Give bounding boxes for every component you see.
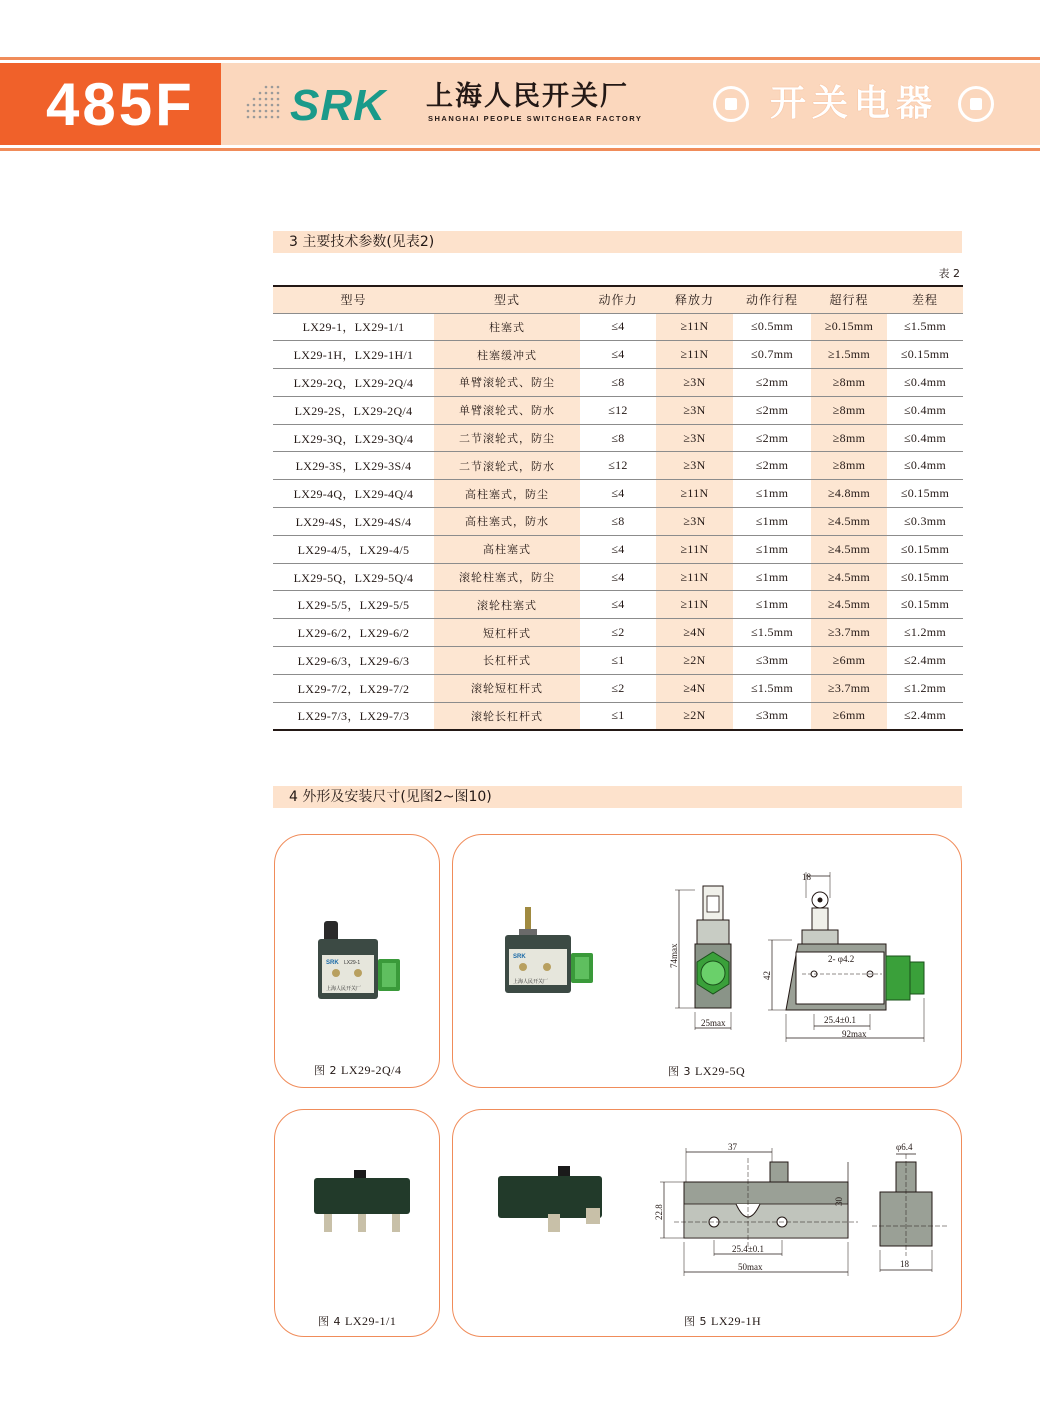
table-cell: ≥4.5mm — [811, 508, 887, 536]
target-right-icon — [958, 86, 994, 122]
table-cell: ≥4.5mm — [811, 591, 887, 619]
fig3-top-width-dim: 18 — [802, 872, 811, 882]
table-row — [273, 452, 963, 480]
table-row — [273, 508, 963, 536]
table-cell: ≤0.5mm — [733, 313, 811, 341]
figure2-caption — [314, 1063, 402, 1078]
table-cell: ≤1.5mm — [887, 313, 963, 341]
col-differential: 差程 — [887, 286, 963, 313]
table-cell: 滚轮柱塞式，防尘 — [434, 563, 580, 591]
table-cell: 滚轮柱塞式 — [434, 591, 580, 619]
table-cell: ≤8 — [580, 369, 656, 397]
table-cell: LX29-4/5，LX29-4/5 — [273, 535, 434, 563]
table-cell: ≥3N — [656, 396, 733, 424]
table-cell: LX29-7/2，LX29-7/2 — [273, 674, 434, 702]
table-cell: ≥8mm — [811, 424, 887, 452]
table-cell: ≥2N — [656, 702, 733, 730]
table-cell: ≥11N — [656, 313, 733, 341]
fig5-top-dim: 37 — [728, 1142, 737, 1152]
table-cell: LX29-4Q，LX29-4Q/4 — [273, 480, 434, 508]
table-cell: ≥0.15mm — [811, 313, 887, 341]
table-cell: ≥8mm — [811, 369, 887, 397]
table-cell: ≥3.7mm — [811, 674, 887, 702]
table-cell: ≥1.5mm — [811, 341, 887, 369]
table-cell: ≤0.4mm — [887, 452, 963, 480]
table-cell: ≤0.7mm — [733, 341, 811, 369]
page-number: 485F — [46, 71, 195, 138]
table-cell: ≤2 — [580, 674, 656, 702]
fig3-pitch-dim: 25.4±0.1 — [824, 1015, 856, 1025]
table-cell: ≤0.4mm — [887, 396, 963, 424]
logo-dots-icon — [246, 84, 286, 124]
figure2-prefix: 图 2 — [314, 1064, 337, 1077]
table-cell: ≤2 — [580, 619, 656, 647]
table-cell: ≥4.8mm — [811, 480, 887, 508]
col-release-force: 释放力 — [656, 286, 733, 313]
table-cell: 柱塞式 — [434, 313, 580, 341]
table-cell: LX29-6/3，LX29-6/3 — [273, 647, 434, 675]
table-row — [273, 619, 963, 647]
table-cell: LX29-5Q，LX29-5Q/4 — [273, 563, 434, 591]
fig3-length-dim: 92max — [842, 1029, 867, 1039]
table-cell: ≥11N — [656, 480, 733, 508]
table-cell: ≥8mm — [811, 452, 887, 480]
table-cell: LX29-1H，LX29-1H/1 — [273, 341, 434, 369]
fig5-side-drawing — [652, 1142, 862, 1277]
table-cell: ≤3mm — [733, 647, 811, 675]
header-bottom-line — [0, 148, 1040, 151]
figure3-prefix: 图 3 — [668, 1065, 691, 1078]
parameters-table — [273, 285, 963, 731]
col-type: 型式 — [434, 286, 580, 313]
table-cell: 二节滚轮式，防尘 — [434, 424, 580, 452]
table-cell: ≤1mm — [733, 535, 811, 563]
fig5-length-dim: 50max — [738, 1262, 763, 1272]
table-cell: ≥3.7mm — [811, 619, 887, 647]
fig5-end-drawing — [870, 1140, 950, 1275]
table-cell: 滚轮短杠杆式 — [434, 674, 580, 702]
table-label: 表 2 — [938, 267, 960, 280]
table-cell: ≥6mm — [811, 647, 887, 675]
figure3-caption — [668, 1064, 745, 1079]
table-cell: 高柱塞式，防尘 — [434, 480, 580, 508]
table-cell: 长杠杆式 — [434, 647, 580, 675]
table-cell: 滚轮长杠杆式 — [434, 702, 580, 730]
table-cell: ≥6mm — [811, 702, 887, 730]
fig2-brand: SRK — [326, 960, 339, 966]
col-overtravel: 超行程 — [811, 286, 887, 313]
table-row — [273, 702, 963, 730]
table-cell: ≥11N — [656, 563, 733, 591]
table-cell: ≤0.15mm — [887, 341, 963, 369]
fig3-height-dim: 74max — [669, 943, 679, 968]
figure4-caption — [318, 1314, 396, 1329]
section4-heading: 4 外形及安装尺寸(见图2~图10) — [273, 786, 962, 808]
table-cell: ≥3N — [656, 424, 733, 452]
table-cell: 单臂滚轮式、防尘 — [434, 369, 580, 397]
table-cell: ≤1 — [580, 647, 656, 675]
figure4-prefix: 图 4 — [318, 1315, 341, 1328]
table-cell: ≥4.5mm — [811, 535, 887, 563]
table-cell: 单臂滚轮式、防水 — [434, 396, 580, 424]
fig5-dia-dim: φ6.4 — [896, 1142, 913, 1152]
table-cell: ≤2mm — [733, 452, 811, 480]
table-cell: ≤8 — [580, 424, 656, 452]
table-cell: LX29-1，LX29-1/1 — [273, 313, 434, 341]
company-name-en: SHANGHAI PEOPLE SWITCHGEAR FACTORY — [428, 114, 643, 123]
table-cell: ≤1mm — [733, 563, 811, 591]
table-cell: ≤0.3mm — [887, 508, 963, 536]
switch-photo-fig3 — [495, 903, 615, 1003]
table-cell: 柱塞缓冲式 — [434, 341, 580, 369]
col-model: 型号 — [273, 286, 434, 313]
table-cell: ≥4N — [656, 619, 733, 647]
col-operating-force: 动作力 — [580, 286, 656, 313]
section3-heading: 3 主要技术参数(见表2) — [273, 231, 962, 253]
table-cell: 二节滚轮式，防水 — [434, 452, 580, 480]
figure5-model: LX29-1H — [711, 1314, 762, 1328]
table-cell: LX29-2S，LX29-2Q/4 — [273, 396, 434, 424]
table-cell: ≤1mm — [733, 508, 811, 536]
table-cell: ≤1 — [580, 702, 656, 730]
fig2-maker-label: 上海人民开关厂 — [326, 986, 362, 992]
figure5-caption — [684, 1314, 761, 1329]
header-top-line — [0, 57, 1040, 60]
table-cell: ≥3N — [656, 452, 733, 480]
table-cell: ≤1.2mm — [887, 674, 963, 702]
table-cell: LX29-7/3，LX29-7/3 — [273, 702, 434, 730]
fig5-height-dim: 22.8 — [654, 1204, 664, 1220]
table-row — [273, 341, 963, 369]
fig3-base-dim: 25max — [701, 1018, 726, 1028]
table-row — [273, 647, 963, 675]
table-cell: ≤2mm — [733, 369, 811, 397]
table-cell: ≤2.4mm — [887, 702, 963, 730]
table-cell: ≤12 — [580, 396, 656, 424]
table-row — [273, 313, 963, 341]
table-cell: ≥4.5mm — [811, 563, 887, 591]
fig5-side-width-dim: 18 — [900, 1259, 909, 1269]
table-cell: ≥2N — [656, 647, 733, 675]
table-cell: ≤1.2mm — [887, 619, 963, 647]
fig3-side-drawing — [762, 868, 942, 1048]
table-cell: LX29-3Q，LX29-3Q/4 — [273, 424, 434, 452]
switch-photo-fig4 — [310, 1168, 420, 1238]
fig3-brand: SRK — [513, 954, 526, 960]
table-cell: ≤4 — [580, 313, 656, 341]
switch-photo-fig2 — [300, 915, 420, 1005]
table-cell: LX29-6/2，LX29-6/2 — [273, 619, 434, 647]
table-cell: ≤1.5mm — [733, 674, 811, 702]
table-cell: ≥11N — [656, 341, 733, 369]
table-row — [273, 674, 963, 702]
table-row — [273, 424, 963, 452]
srk-logo: SRK — [290, 81, 386, 130]
table-row — [273, 563, 963, 591]
table-cell: ≤2.4mm — [887, 647, 963, 675]
fig3-hole-dim: 2- φ4.2 — [828, 954, 855, 964]
table-cell: ≤0.15mm — [887, 591, 963, 619]
table-cell: ≥11N — [656, 591, 733, 619]
table-cell: ≥11N — [656, 535, 733, 563]
table-row — [273, 535, 963, 563]
table-row — [273, 396, 963, 424]
table-row — [273, 369, 963, 397]
table-cell: ≤4 — [580, 535, 656, 563]
table-cell: ≤8 — [580, 508, 656, 536]
figure5-prefix: 图 5 — [684, 1315, 707, 1328]
fig5-pitch-dim: 25.4±0.1 — [732, 1244, 764, 1254]
category-title: 开关电器 — [770, 83, 939, 124]
table-cell: 高柱塞式，防水 — [434, 508, 580, 536]
table-cell: ≤0.15mm — [887, 535, 963, 563]
company-name-cn: 上海人民开关厂 — [426, 81, 629, 112]
fig3-left-height-dim: 42 — [762, 971, 772, 980]
table-cell: ≤0.4mm — [887, 424, 963, 452]
table-cell: ≤4 — [580, 591, 656, 619]
table-cell: ≤12 — [580, 452, 656, 480]
table-row — [273, 480, 963, 508]
table-cell: LX29-2Q，LX29-2Q/4 — [273, 369, 434, 397]
table-cell: LX29-5/5，LX29-5/5 — [273, 591, 434, 619]
table-cell: ≥3N — [656, 369, 733, 397]
table-cell: ≤2mm — [733, 424, 811, 452]
table-cell: ≥4N — [656, 674, 733, 702]
table-cell: ≤4 — [580, 480, 656, 508]
table-cell: 高柱塞式 — [434, 535, 580, 563]
figure3-model: LX29-5Q — [695, 1064, 746, 1078]
table-cell: LX29-4S，LX29-4S/4 — [273, 508, 434, 536]
table-cell: ≥3N — [656, 508, 733, 536]
figure2-model: LX29-2Q/4 — [341, 1063, 402, 1077]
table-cell: ≤3mm — [733, 702, 811, 730]
switch-photo-fig5 — [492, 1164, 612, 1234]
table-cell: ≤1.5mm — [733, 619, 811, 647]
table-row — [273, 591, 963, 619]
fig3-maker-label: 上海人民开关厂 — [513, 979, 549, 985]
table-cell: ≤1mm — [733, 480, 811, 508]
table-cell: 短杠杆式 — [434, 619, 580, 647]
table-cell: ≤2mm — [733, 396, 811, 424]
table-cell: ≤0.15mm — [887, 480, 963, 508]
table-cell: ≥8mm — [811, 396, 887, 424]
table-cell: ≤4 — [580, 563, 656, 591]
col-stroke: 动作行程 — [733, 286, 811, 313]
table-cell: ≤1mm — [733, 591, 811, 619]
table-cell: ≤0.15mm — [887, 563, 963, 591]
table-header-row — [273, 286, 963, 313]
fig3-front-drawing — [665, 880, 755, 1040]
figure4-model: LX29-1/1 — [345, 1314, 397, 1328]
fig5-right-height-dim: 30 — [834, 1197, 844, 1206]
table-cell: ≤4 — [580, 341, 656, 369]
table-cell: LX29-3S，LX29-3S/4 — [273, 452, 434, 480]
fig2-model-label: LX29-1 — [344, 960, 361, 966]
target-left-icon — [713, 86, 749, 122]
table-cell: ≤0.4mm — [887, 369, 963, 397]
